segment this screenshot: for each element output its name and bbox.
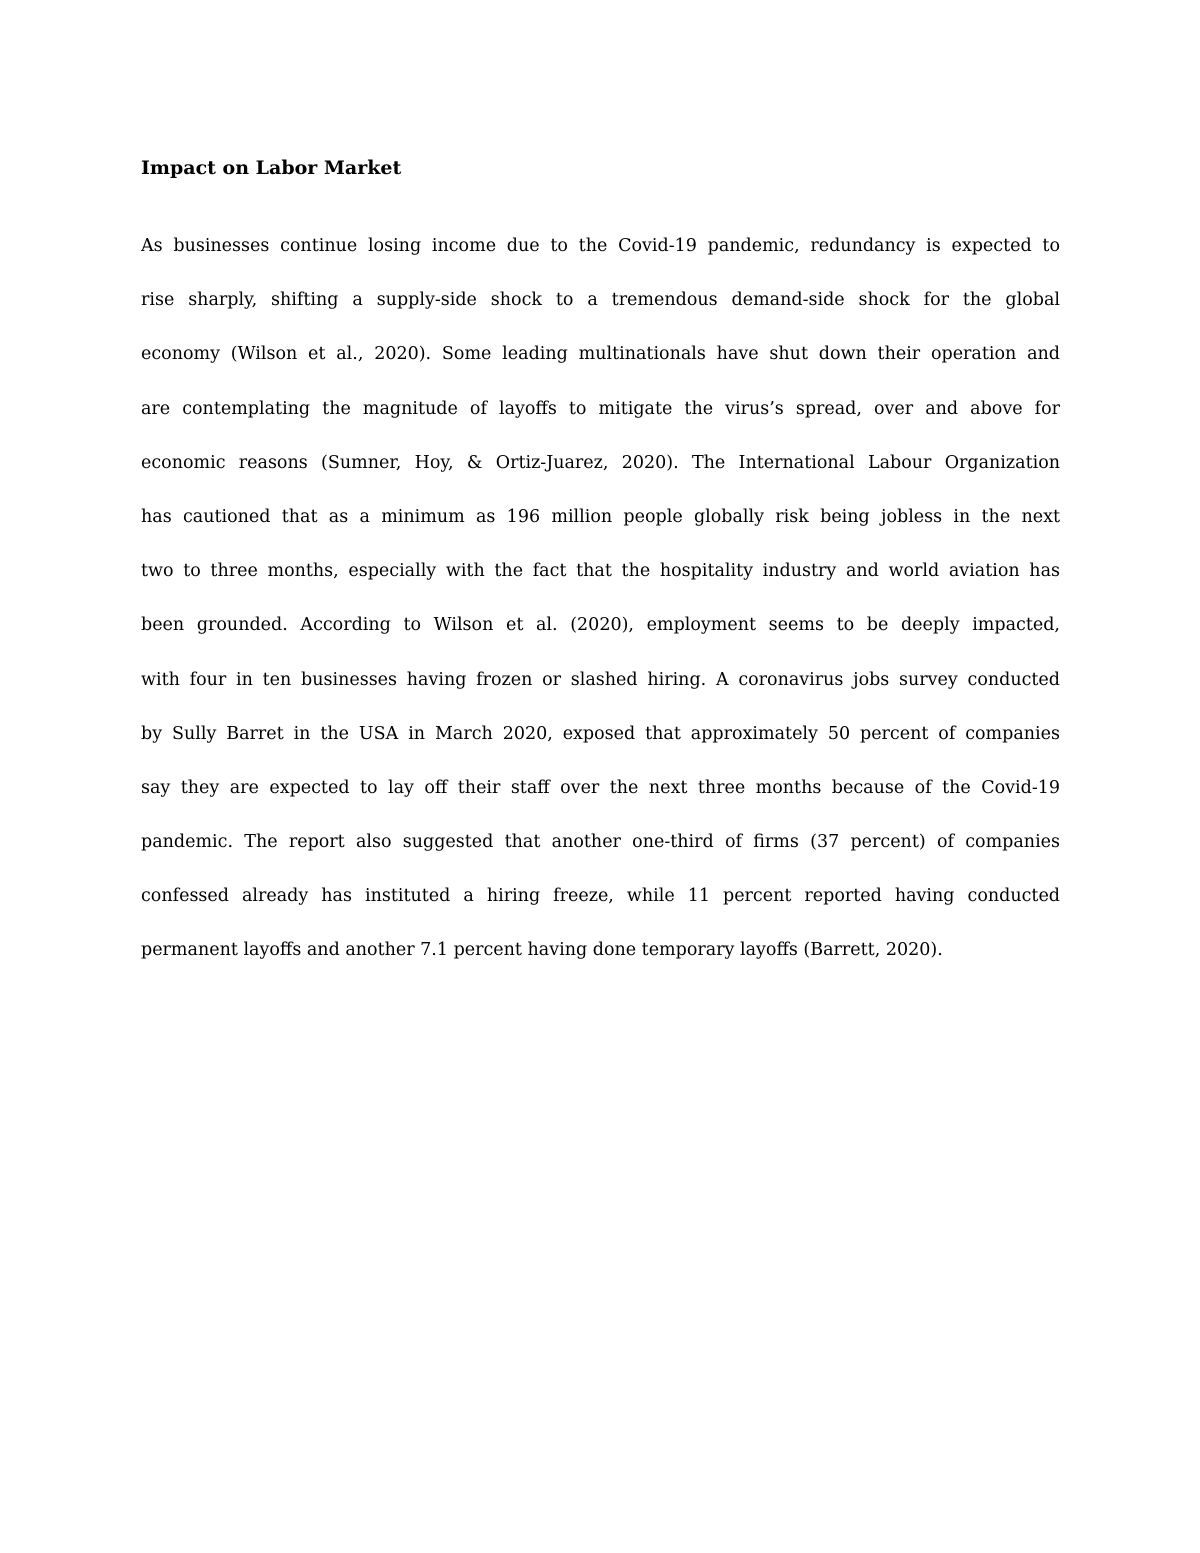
paragraph-line: economic reasons (Sumner, Hoy, & Ortiz-Juarez, 2020). The International Labour Organization (141, 452, 1060, 473)
paragraph-line: been grounded. According to Wilson et al. (2020), employment seems to be deeply impacted, (141, 615, 1060, 636)
paragraph-line: two to three months, especially with the fact that the hospitality industry and world aviation has (141, 561, 1060, 582)
paragraph-line: confessed already has instituted a hiring freeze, while 11 percent reported having conducted (141, 886, 1060, 907)
paragraph-line: with four in ten businesses having frozen or slashed hiring. A coronavirus jobs survey conducted (141, 669, 1060, 690)
paragraph-line: permanent layoffs and another 7.1 percent having done temporary layoffs (Barrett, 2020). (141, 940, 943, 961)
paragraph-line: rise sharply, shifting a supply-side shock to a tremendous demand-side shock for the global (141, 290, 1060, 311)
paragraph-line: economy (Wilson et al., 2020). Some leading multinationals have shut down their operation and (141, 344, 1060, 365)
paragraph-line: pandemic. The report also suggested that another one-third of firms (37 percent) of companies (141, 832, 1060, 853)
paragraph-line: has cautioned that as a minimum as 196 million people globally risk being jobless in the next (141, 506, 1060, 527)
paragraph-line: As businesses continue losing income due to the Covid-19 pandemic, redundancy is expected to (141, 236, 1060, 256)
paragraph-line: say they are expected to lay off their staff over the next three months because of the Covid-19 (141, 777, 1060, 798)
body-paragraph (141, 219, 1060, 978)
section-heading: Impact on Labor Market (141, 157, 402, 179)
paragraph-line: by Sully Barret in the USA in March 2020, exposed that approximately 50 percent of companies (141, 723, 1060, 744)
paragraph-line: are contemplating the magnitude of layoffs to mitigate the virus’s spread, over and above for (141, 398, 1060, 419)
